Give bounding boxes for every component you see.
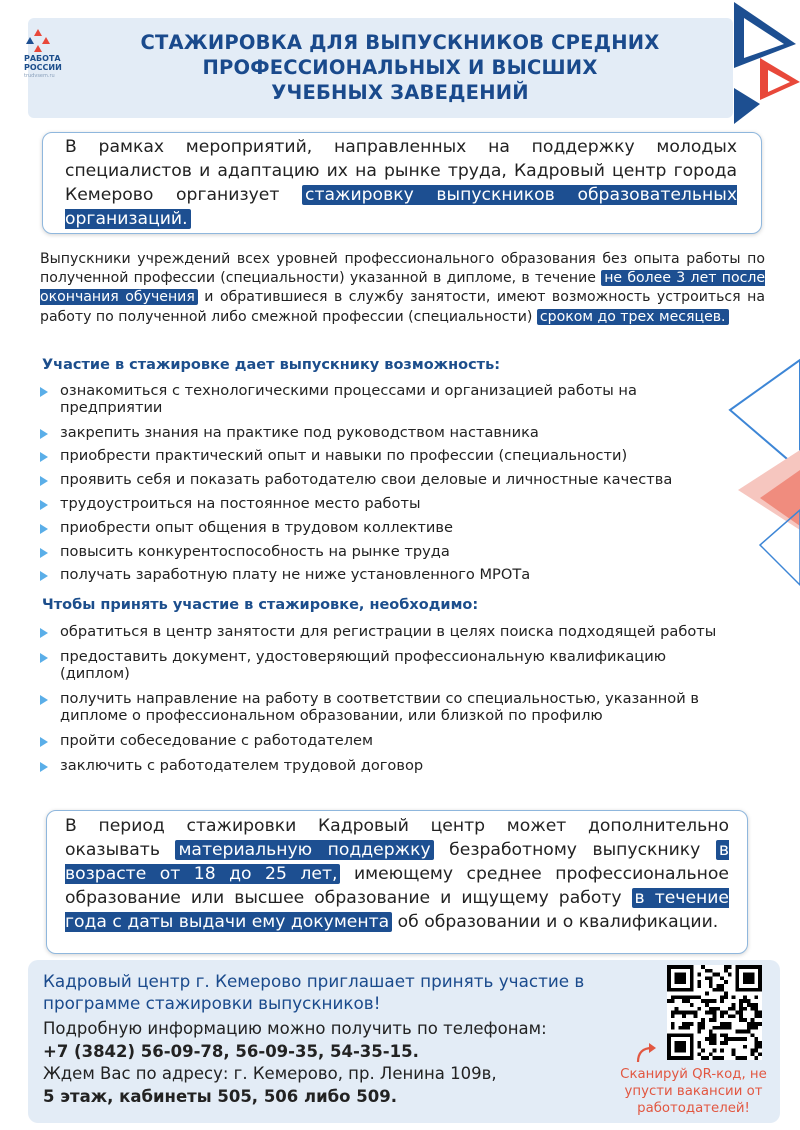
para-part-2: и обратившиеся в службу занятости, имеют возможность устроиться на работу по полученной либо смежной профессии (специальности)	[40, 289, 765, 325]
list-item-text: заключить с работодателем трудовой договор	[60, 757, 424, 774]
benefits-title: Участие в стажировке дает выпускнику возможность:	[42, 357, 501, 373]
list-item	[40, 495, 740, 512]
support-part-4: об образовании и о квалификации.	[392, 912, 719, 932]
requirements-title: Чтобы принять участие в стажировке, необходимо:	[42, 597, 479, 613]
list-item	[40, 543, 740, 560]
list-item	[40, 732, 740, 749]
list-item-text: приобрести опыт общения в трудовом коллективе	[60, 519, 453, 536]
qr-caption: Сканируй QR-код, не упусти вакансии от работодателей!	[620, 1067, 767, 1116]
list-item-text: закрепить знания на практике под руководством наставника	[60, 424, 539, 441]
bullet-triangle-icon	[40, 500, 48, 510]
logo-line1: РАБОТА	[24, 54, 61, 63]
bullet-triangle-icon	[40, 653, 48, 663]
footer-invite: Кадровый центр г. Кемерово приглашает принять участие в программе стажировки выпускников!	[43, 971, 585, 1013]
support-text	[65, 814, 729, 934]
address-detail: 5 этаж, кабинеты 505, 506 либо 509.	[43, 1086, 397, 1106]
logo-text	[24, 54, 62, 72]
logo-shape-blue	[26, 37, 34, 44]
bullet-triangle-icon	[40, 476, 48, 486]
intro-text	[65, 135, 737, 231]
requirements-list	[40, 623, 740, 774]
eligibility-paragraph	[40, 250, 765, 327]
logo-line2: РОССИИ	[24, 63, 62, 72]
list-item-text: обратиться в центр занятости для регистрации в целях поиска подходящей работы	[60, 623, 717, 640]
support-box	[46, 810, 748, 954]
bullet-triangle-icon	[40, 571, 48, 581]
qr-code-icon[interactable]	[667, 965, 762, 1060]
bullet-triangle-icon	[40, 387, 48, 397]
list-item-text: повысить конкурентоспособность на рынке труда	[60, 543, 450, 560]
logo-sub: trudvsem.ru	[24, 73, 55, 79]
list-item	[40, 519, 740, 536]
support-part-1: В период стажировки Кадровый центр может дополнительно оказывать	[65, 816, 729, 860]
list-item-text: получать заработную плату не ниже установленного МРОТа	[60, 566, 531, 583]
bullet-triangle-icon	[40, 695, 48, 705]
list-item	[40, 757, 740, 774]
list-item-text: приобрести практический опыт и навыки по профессии (специальности)	[60, 447, 628, 464]
curved-arrow-icon	[634, 1040, 658, 1064]
address-label: Ждем Вас по адресу: г. Кемерово, пр. Ленина 109в,	[43, 1064, 497, 1083]
list-item-text: предоставить документ, удостоверяющий профессиональную квалификацию (диплом)	[60, 648, 667, 682]
phone-numbers[interactable]: +7 (3842) 56-09-78, 56-09-35, 54-35-15.	[43, 1041, 419, 1061]
intro-highlight: стажировку выпускников образовательных организаций.	[65, 185, 737, 229]
title-line-1: СТАЖИРОВКА ДЛЯ ВЫПУСКНИКОВ СРЕДНИХ	[140, 31, 660, 54]
bullet-triangle-icon	[40, 628, 48, 638]
bullet-triangle-icon	[40, 452, 48, 462]
para-part-1: Выпускники учреждений всех уровней профессионального образования без опыта работы по полученной профессии (специальности) указанной в дипломе, в течение	[40, 251, 765, 287]
bullet-triangle-icon	[40, 429, 48, 439]
list-item	[40, 566, 740, 583]
support-highlight-1: материальную поддержку	[175, 840, 433, 860]
benefits-list	[40, 382, 740, 583]
logo-shape-red-3	[34, 45, 42, 52]
list-item	[40, 424, 740, 441]
list-item-text: ознакомиться с технологическими процессами и организацией работы на предприятии	[60, 382, 637, 416]
list-item-text: трудоустроиться на постоянное место работы	[60, 495, 421, 512]
title-line-3: УЧЕБНЫХ ЗАВЕДЕНИЙ	[271, 81, 529, 104]
intro-body: В рамках мероприятий, направленных на поддержку молодых специалистов и адаптацию их на рынке труда, Кадровый центр города Кемерово организует	[65, 137, 737, 205]
list-item	[40, 382, 740, 416]
title-line-2: ПРОФЕССИОНАЛЬНЫХ И ВЫСШИХ	[202, 56, 598, 79]
phones-label: Подробную информацию можно получить по телефонам:	[43, 1019, 547, 1038]
list-item	[40, 648, 740, 682]
list-item-text: пройти собеседование с работодателем	[60, 732, 374, 749]
list-item	[40, 690, 740, 724]
bullet-triangle-icon	[40, 524, 48, 534]
list-item	[40, 447, 740, 464]
bullet-triangle-icon	[40, 548, 48, 558]
outline-triangle-icon	[730, 360, 800, 470]
bullet-triangle-icon	[40, 737, 48, 747]
para-highlight-1: не более 3 лет после окончания обучения	[40, 270, 765, 306]
bullet-triangle-icon	[40, 762, 48, 772]
header	[0, 0, 800, 130]
header-triangles-decoration	[700, 0, 800, 130]
para-highlight-2: сроком до трех месяцев.	[537, 309, 729, 325]
support-highlight-2: в возрасте от 18 до 25 лет,	[65, 840, 729, 884]
support-part-3: имеющему среднее профессиональное образование или высшее образование и ищущему работу	[65, 864, 729, 908]
support-part-2: безработному выпускнику	[433, 840, 716, 860]
list-item	[40, 471, 740, 488]
list-item	[40, 623, 740, 640]
page-title	[110, 30, 690, 105]
intro-box	[42, 132, 762, 234]
footer-contact-panel	[28, 960, 780, 1123]
support-highlight-3: в течение года с даты выдачи ему документа	[65, 888, 729, 932]
logo-shape-red	[34, 29, 42, 36]
list-item-text: проявить себя и показать работодателю свои деловые и личностные качества	[60, 471, 673, 488]
triangle-small-blue-icon	[734, 88, 760, 124]
list-item-text: получить направление на работу в соответствии со специальностью, указанной в дипломе о профессиональном образовании, или близкой по профилю	[60, 690, 699, 724]
logo-shape-red-2	[42, 37, 50, 44]
footer-info	[43, 1018, 623, 1108]
